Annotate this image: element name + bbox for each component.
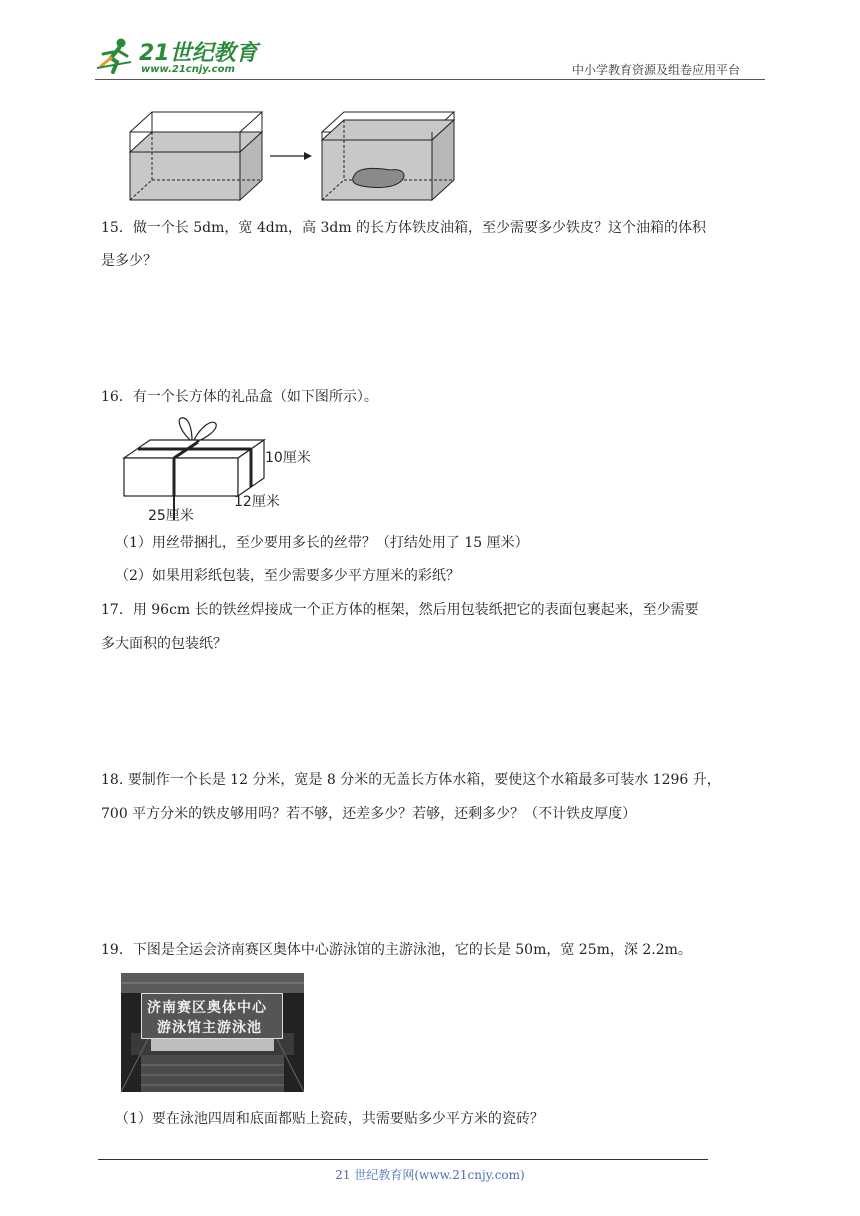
- tank-left: [130, 112, 262, 200]
- q18-line1: 18. 要制作一个长是 12 分米，宽是 8 分米的无盖长方体水箱，要使这个水箱最多可装水 1296 升，: [101, 772, 721, 788]
- logo-main-text: 21世纪教育: [139, 41, 258, 66]
- logo-url-text: www.21cnjy.com: [141, 64, 235, 75]
- header-divider: [95, 79, 765, 80]
- q18-line2: 700 平方分米的铁皮够用吗？若不够，还差多少？若够，还剩多少？（不计铁皮厚度）: [101, 806, 637, 822]
- q17-line2: 多大面积的包装纸？: [101, 636, 227, 652]
- q16-text: 16．有一个长方体的礼品盒（如下图所示）。: [101, 389, 378, 405]
- pool-photo-caption-line2: 游泳馆主游泳池: [157, 1020, 262, 1036]
- q16-label-length: 25厘米: [148, 508, 194, 524]
- q16-label-width: 12厘米: [234, 494, 280, 510]
- tank-right: [322, 112, 454, 200]
- water-tank-figure: [128, 106, 458, 202]
- stone-shape: [353, 168, 404, 187]
- pool-photo-caption-line1: 济南赛区奥体中心: [147, 1000, 267, 1016]
- q19-text: 19．下图是全运会济南赛区奥体中心游泳馆的主游泳池，它的长是 50m，宽 25m，深 2.2m。: [101, 942, 692, 958]
- header-right-text: 中小学教育资源及组卷应用平台: [572, 63, 741, 77]
- q16-sub2: （2）如果用彩纸包装，至少需要多少平方厘米的彩纸？: [115, 568, 460, 584]
- runner-icon: [95, 36, 135, 76]
- footer-divider: [98, 1159, 708, 1160]
- bow-icon: [179, 418, 216, 442]
- q15-line2: 是多少？: [101, 253, 157, 269]
- q16-label-height: 10厘米: [265, 450, 311, 466]
- q16-sub1: （1）用丝带捆扎，至少要用多长的丝带？（打结处用了 15 厘米）: [115, 535, 529, 551]
- pool-photo: [121, 973, 304, 1092]
- q17-line1: 17．用 96cm 长的铁丝焊接成一个正方体的框架，然后用包装纸把它的表面包裹起来，至少需要: [101, 602, 699, 618]
- arrow-icon: [270, 152, 312, 160]
- q19-sub1: （1）要在泳池四周和底面都贴上瓷砖，共需要贴多少平方米的瓷砖？: [115, 1111, 544, 1127]
- q15-line1: 15．做一个长 5dm，宽 4dm，高 3dm 的长方体铁皮油箱，至少需要多少铁皮？这个油箱的体积: [101, 220, 707, 236]
- footer-link[interactable]: 21 世纪教育网(www.21cnjy.com): [335, 1168, 525, 1182]
- header-logo: [95, 34, 265, 78]
